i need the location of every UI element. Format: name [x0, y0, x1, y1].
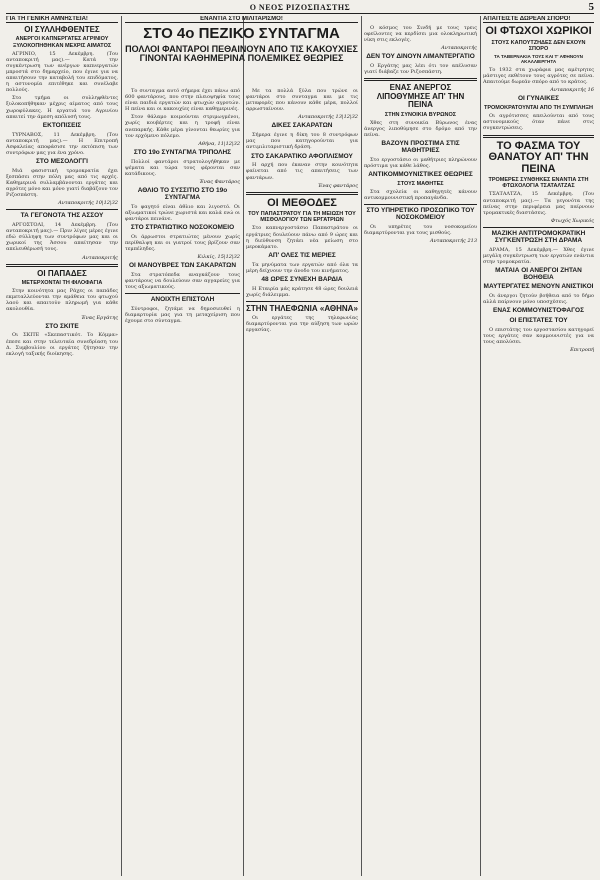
main-subheadline: ΠΟΛΛΟΙ ΦΑΝΤΑΡΟΙ ΠΕΘΑΙΝΟΥΝ ΑΠΟ ΤΙΣ ΚΑΚΟΥΧΙΕΣ ΓΙΝΟΝΤΑΙ ΚΑΘΗΜΕΡΙΝΑ ΠΟΛΕΜΙΚΕΣ ΘΕΩΡΙΕΣ — [125, 43, 358, 64]
signature: Φτωχός Χωρικός — [551, 217, 594, 224]
headline: ΑΝΟΙΧΤΗ ΕΠΙΣΤΟΛΗ — [150, 296, 215, 304]
article-text: Σύντροφοι, ζητάμε να δημοσιευθεί η διαμαρτυρία μας για τη μεταχείριση που έχουμε στο σύνταγμα. — [125, 306, 240, 325]
divider — [246, 192, 358, 195]
headline: ΣΤΟ ΣΚΙΤΕ — [45, 322, 79, 330]
headline: ΜΑΖΙΚΗ ΑΝΤΙΤΡΟΜΟΚΡΑΤΙΚΗ ΣΥΓΚΕΝΤΡΩΣΗ ΣΤΗ ΔΡΑΜΑ — [491, 229, 586, 244]
article-text: Οι άρρωστοι στρατιώτες μένουν χωρίς περίθαλψη και οι γιατροί τους βρίζουν σαν τεμπέληδες. — [125, 233, 240, 252]
article-text: Οι εργάτες της τηλεφωνίας διαμαρτύρονται για την αύξηση των ωρών εργασίας. — [246, 315, 358, 334]
headline: ΣΤΟ ΜΕΣΟΛΟΓΓΙ — [36, 157, 88, 165]
column-rule — [243, 16, 244, 876]
page-number: 5 — [588, 1, 594, 13]
column-3 — [246, 88, 358, 876]
column-1 — [6, 16, 118, 876]
center-banner — [125, 16, 358, 86]
headline: ΣΤΟ ΣΤΡΑΤΙΩΤΙΚΟ ΝΟΣΟΚΟΜΕΙΟ — [130, 223, 235, 231]
signature: Ένας φαντάρος — [317, 182, 358, 189]
left-kicker: ΓΙΑ ΤΗ ΓΕΝΙΚΗ ΑΜΝΗΣΤΕΙΑ! — [6, 16, 118, 23]
article-text: Ο επιστάτης του εργοστασίου κατηγορεί τους εργάτες σαν κομμουνιστές για να τους απολύσει. — [483, 327, 594, 346]
article-text: ΔΡΑΜΑ, 15 Δεκέμβρη.— Χθες έγινε μεγάλη συγκέντρωση των εργατών ενάντια στην τρομοκρατία. — [483, 246, 594, 265]
paper-name: Ο ΝΕΟΣ ΡΙΖΟΣΠΑΣΤΗΣ — [249, 3, 351, 12]
headline: ΤΟ ΦΑΣΜΑ ΤΟΥ ΘΑΝΑΤΟΥ ΑΠ' ΤΗΝ ΠΕΙΝΑ — [488, 139, 589, 175]
article-text: Το 1932 στα χωράφια μας αμέτρητες μάστιγες εκθέτουν τους αγρότες σε πείνα. Απαιτούμε δωρεάν σπόρο από το κράτος. — [483, 67, 594, 86]
headline: ΔΕΝ ΤΟΥ ΔΙΝΟΥΝ ΛΙΜΑΝΤΕΡΓΑΤΙΟ — [366, 53, 475, 61]
headline: ΟΙ ΓΥΝΑΙΚΕΣ — [517, 95, 560, 103]
column-rule — [121, 16, 122, 876]
headline: ΣΤΟ ΥΠΗΡΕΤΙΚΟ ΠΡΟΣΩΠΙΚΟ ΤΟΥ ΝΟΣΟΚΟΜΕΙΟΥ — [366, 206, 475, 221]
right-kicker: ΑΠΑΙΤΕΙΣΤΕ ΔΩΡΕΑΝ ΣΠΟΡΟ! — [483, 16, 594, 23]
article-text: Η Εταιρία μάς κράτησε 48 ώρες δουλειά χωρίς διάλειμμα. — [246, 285, 358, 298]
column-rule — [480, 16, 481, 876]
headline: ΟΙ ΜΑΝΟΥΒΡΕΣ ΤΩΝ ΣΑΚΑΡΑΤΩΝ — [128, 262, 237, 270]
divider — [6, 209, 118, 210]
headline: ΟΙ ΠΑΠΑΔΕΣ — [37, 268, 87, 278]
headline: ΕΝΑΣ ΑΝΕΡΓΟΣ ΛΙΠΟΘΥΜΗΣΕ ΑΠ' ΤΗΝ ΠΕΙΝΑ — [376, 83, 465, 110]
article-text: Χθες στη συνοικία Βύρωνος ένας άνεργος λιποθύμησε στο δρόμο από την πείνα. — [364, 119, 477, 138]
article-text: Μιά φασιστική τρομοκρατία έχει ξεσπάσει στην πόλη μας από τις αρχές. Καθημερινά συλλαμβάνονται εργάτες και αγρότες μόνο και μόνο γιατί διαβάζουν τον Ριζοσπάστη. — [6, 167, 118, 199]
article-text: Ο κόσμος του Σινδή με τους τρεις οφείλοντες να κερδίσει μια ολοκληρωτική νίκη στις εκλογές. — [364, 25, 477, 44]
divider — [364, 204, 477, 205]
article-text: Οι υπηρέτες του νοσοκομείου διαμαρτύρονται για τους μισθούς. — [364, 223, 477, 236]
article-text: Στην κοινότητα μας Ράχες οι παπάδες εκμεταλλεύονται την αμάθεια του φτωχού λαού και απαιτούν πληρωμή για κάθε ακολουθία. — [6, 288, 118, 313]
masthead — [6, 3, 594, 14]
column-5 — [483, 16, 594, 876]
subheadline: ΜΕΤΕΡΧΟΝΤΑΙ ΤΗ ΦΙΛΟΦΑΓΙΑ — [21, 280, 103, 287]
article-text: Οι αγρότισσες απειλούνται από τους αστυνομικούς όταν πάνε στις συγκεντρώσεις. — [483, 113, 594, 132]
signature: Ανταποκριτής — [82, 254, 118, 261]
column-rule — [361, 16, 362, 876]
article-text: Στο καπνεργοστάσιο Παπαστράτου οι εργάτριες δουλεύουν πάνω από 9 ώρες και η διεύθυνση ζητάει νέα μείωση στο μεροκάματο. — [246, 225, 358, 250]
article-text: Με τα πολλά ξύλα που τρώνε οι φαντάροι στο συνταγμα και με τις μεταφορές που κάνουν κάθε μέρα, πολλοί αρρωσταίνουν. — [246, 88, 358, 113]
signature: Επιτροπή — [570, 347, 594, 354]
article-text: ΑΓΡΙΝΙΟ, 15 Δεκέμβρη. (Του ανταποκριτή μας).— Κατά την συγκέντρωση των ανέργων καπνεργατών μπροστά στο δημαρχείο, που έγινε για να απαιτήσουν την καταβολή του επιδόματος, η αστυνομία επιτέθηκε και συνέλαβε πολλούς. — [6, 50, 118, 94]
article-text: Πολλοί φαντάροι στρατολογήθηκαν με ψέματα και τώρα τους φέρονται σαν κατάδικους. — [125, 158, 240, 177]
article-text: Στα στρατόπεδα αναγκάζουν τους φαντάρους να δουλεύουν σαν αγγαρείες για τους αξιωματικούς. — [125, 271, 240, 291]
signature: Ένας Εργάτης — [81, 314, 118, 321]
headline: ΣΤΗΝ ΤΗΛΕΦΩΝΙΑ «ΑΘΗΝΑ» — [246, 303, 358, 313]
divider — [125, 293, 240, 294]
article-text: Το φαγητό είναι άθλιο και λιγοστό. Οι αξιωματικοί τρώνε χωριστά και καλά ενώ οι φαντάροι πεινάνε. — [125, 203, 240, 222]
article-text: Το συνταγμα αυτό σήμερα έχει πάνω από 600 φαντάρους, που στην πλειοψηφία τους είναι παιδιά εργατών και φτωχών αγροτών. Η πείνα και οι κακουχίες είναι καθημερινές. — [125, 88, 240, 113]
signature: Ανταποκριτής 13|12|32 — [298, 114, 358, 121]
headline: ΑΘΛΙΟ ΤΟ ΣΥΣΣΙΤΙΟ ΣΤΟ 19ο ΣΥΝΤΑΓΜΑ — [137, 187, 228, 201]
headline: 48 ΩΡΕΣ ΣΥΝΕΧΗ ΒΑΡΔΙΑ — [261, 275, 343, 283]
article-text: Σήμερα έγινε η δίκη του 8 συντρόφων μας που κατηγορούνται για αντιμιλιταριστική δράση. — [246, 132, 358, 151]
article-text: Οι ΣΚΙΤΕ «Σκεπαστικότ. Το Κόμμα» έπεσε και στην τελευταία συνεδρίαση του Δ. Συμβουλίου οι εργάτες ζήτησαν την εκλογή ταξικής διοίκησης. — [6, 332, 118, 357]
signature: Ένας Φαντάρος — [199, 178, 240, 185]
article-text: Στα σχολεία οι καθηγητές κάνουν αντικομμουνιστική προπαγάνδα. — [364, 188, 477, 201]
subheadline: ΤΑ ΤΑΒΕΡΝΑΚΙΑ ΤΟΥΣ ΚΑΙ Τ' ΑΦΗΝΟΥΝ ΑΚΑΛΛΙΕΡΓΗΤΑ — [494, 53, 583, 65]
subheadline: ΤΟΥ ΠΑΠΑΣΤΡΑΤΟΥ ΓΙΑ ΤΗ ΜΕΙΩΣΗ ΤΟΥ ΜΙΣΘΟΛΟΓΙΟΥ ΤΩΝ ΕΡΓΑΤΡΙΩΝ — [248, 211, 356, 224]
headline: ΟΙ ΕΠΙΣΤΑΤΕΣ ΤΟΥ — [509, 317, 568, 325]
article-text: Στο εργοστάσιο οι μαθήτριες πληρώνουν πρόστιμα για κάθε λάθος. — [364, 156, 477, 169]
article-text: Στο τμήμα οι συλληφθέντες ξυλοκοπήθηκαν μέχρις αίματος από τους χωροφύλακες. Η εργατιά του Αγρινίου απαιτεί την άμεση απόλυσή τους. — [6, 95, 118, 120]
center-kicker: ΕΝΑΝΤΙΑ ΣΤΟ ΜΙΛΙΤΑΡΙΣΜΟ! — [125, 16, 358, 23]
article-text: Στον θάλαμο κοιμούνται στριμωγμένοι, χωρίς κουβέρτες και η τροφή είναι ανεπαρκής. Κάθε μέρα γίνονται θεωρίες για τον ερχόμενο πόλεμο. — [125, 114, 240, 139]
subheadline: ΣΤΟΥΣ ΚΑΠΟΥΤΖΗΔΕΣ ΔΕΝ ΕΧΟΥΝ ΣΠΟΡΟ — [491, 39, 586, 52]
headline: ΟΙ ΜΕΘΟΔΕΣ — [267, 196, 337, 209]
headline: ΕΚΤΟΠΙΣΕΙΣ — [42, 121, 82, 129]
headline: ΑΠ' ΟΛΕΣ ΤΙΣ ΜΕΡΙΕΣ — [268, 251, 336, 259]
divider — [364, 78, 477, 81]
article-text: Ο Εργάτης μας λέει ότι τον απέλυσαν γιατί διάβαζε τον Ριζοσπάστη. — [364, 63, 477, 76]
signature: Κιλκίς, 15|12|32 — [197, 254, 240, 261]
subheadline: ΣΤΗΝ ΣΥΝΟΙΚΙΑ ΒΥΡΩΝΟΣ — [384, 111, 457, 118]
divider — [6, 264, 118, 267]
article-text: ΑΡΓΟΣΤΟΛΙ, 14 Δεκέμβρη. (Του ανταποκριτή μας).— Πριν λίγες μέρες έγινε εδώ σύλληψη των συντρόφων μας και οι χωρικοί της Άσσου απαίτησαν την απελευθέρωσή τους. — [6, 222, 118, 253]
signature: Αθήνα, 11|12|32 — [198, 140, 240, 147]
headline: ΕΝΑΣ ΚΟΜΜΟΥΝΙΣΤΟΦΑΓΟΣ — [493, 307, 584, 315]
signature: Ανταποκριτής 10|12|32 — [58, 200, 118, 207]
spacer-kicker — [364, 16, 477, 23]
main-headline: ΣΤΟ 4ο ΠΕΖΙΚΟ ΣΥΝΤΑΓΜΑ — [143, 25, 340, 43]
headline: ΤΑ ΓΕΓΟΝΟΤΑ ΤΗΣ ΑΣΣΟΥ — [20, 212, 104, 220]
headline: ΑΝΤΙΚΟΜΜΟΥΝΙΣΤΙΚΕΣ ΘΕΩΡΙΕΣ — [368, 170, 473, 178]
headline: ΔΙΚΕΣ ΣΑΚΑΡΑΤΩΝ — [271, 122, 333, 130]
column-2 — [125, 88, 240, 876]
signature: Ανταποκριτής 213 — [430, 237, 477, 244]
article-text: Η αρχή που έκαναν στην κοινότητα φαίνεται από τις απαιτήσεις των φαντάρων. — [246, 162, 358, 181]
headline: ΜΑΤΑΙΑ ΟΙ ΑΝΕΡΓΟΙ ΖΗΤΑΝ ΒΟΗΘΕΙΑ — [495, 266, 582, 281]
headline: ΣΤΟ 19ο ΣΥΝΤΑΓΜΑ ΤΡΙΠΟΛΗΣ — [133, 148, 232, 156]
subheadline: ΑΝΕΡΓΟΙ ΚΑΠΝΕΡΓΑΤΕΣ ΑΓΡΙΝΙΟΥ ΞΥΛΟΚΟΠΗΘΗΚΑΝ ΜΕΧΡΙΣ ΑΙΜΑΤΟΣ — [12, 36, 112, 49]
headline: ΒΑΖΟΥΝ ΠΡΟΣΤΙΜΑ ΣΤΙΣ ΜΑΘΗΤΡΙΕΣ — [381, 140, 460, 154]
signature: Ανταποκριτής — [441, 45, 477, 52]
subheadline: ΤΡΟΜΟΚΡΑΤΟΥΝΤΑΙ ΑΠΟ ΤΗ ΣΥΜΠΛΗΞΗ — [484, 105, 593, 112]
headline: ΟΙ ΦΤΩΧΟΙ ΧΩΡΙΚΟΙ — [485, 25, 592, 38]
column-4 — [364, 16, 477, 876]
headline: ΣΤΟ ΣΑΚΑΡΑΤΙΚΟ ΑΦΟΠΛΙΣΜΟΥ — [251, 152, 353, 160]
signature: Ανταποκριτής 16 — [550, 87, 594, 94]
divider — [483, 227, 594, 228]
divider — [246, 301, 358, 302]
subheadline: ΤΡΟΜΕΡΕΣ ΣΥΝΘΗΚΕΣ ΕΝΑΝΤΙΑ ΣΤΗ ΦΤΩΧΟΛΟΓΙΑ ΤΣΑΤΑΛΤΖΑΣ — [488, 177, 589, 190]
article-text: Οι άνεργοι ζητούν βοήθεια από το δήμο αλλά παίρνουν μόνο υποσχέσεις. — [483, 293, 594, 306]
article-text: ΤΥΡΝΑΒΟΣ, 11 Δεκέμβρη. (Του ανταποκριτή μας).— Η Επιτροπή Ασφαλείας αποφάσισε την εκτόπιση των συντρόφων μας για ένα χρόνο. — [6, 131, 118, 156]
subheadline: ΣΤΟΥΣ ΜΑΘΗΤΕΣ — [397, 180, 444, 187]
article-text: ΤΣΑΤΑΛΤΖΑ, 15 Δεκέμβρη. (Του ανταποκριτή μας).— Τα γεγονότα της πείνας στην περιφέρεια μας παίρνουν τρομακτικές διαστάσεις. — [483, 191, 594, 216]
article-text: Τα μηνύματα των εργατών από όλα τα μέρη δείχνουν την άνοδο του κινήματος. — [246, 261, 358, 274]
headline: ΜΑΥΤΕΡΓΑΤΕΣ ΜΕΝΟΥΝ ΑΝΙΣΤΙΚΟΙ — [483, 283, 594, 291]
headline: ΟΙ ΣΥΛΛΗΦΘΕΝΤΕΣ — [24, 25, 100, 35]
divider — [483, 135, 594, 138]
